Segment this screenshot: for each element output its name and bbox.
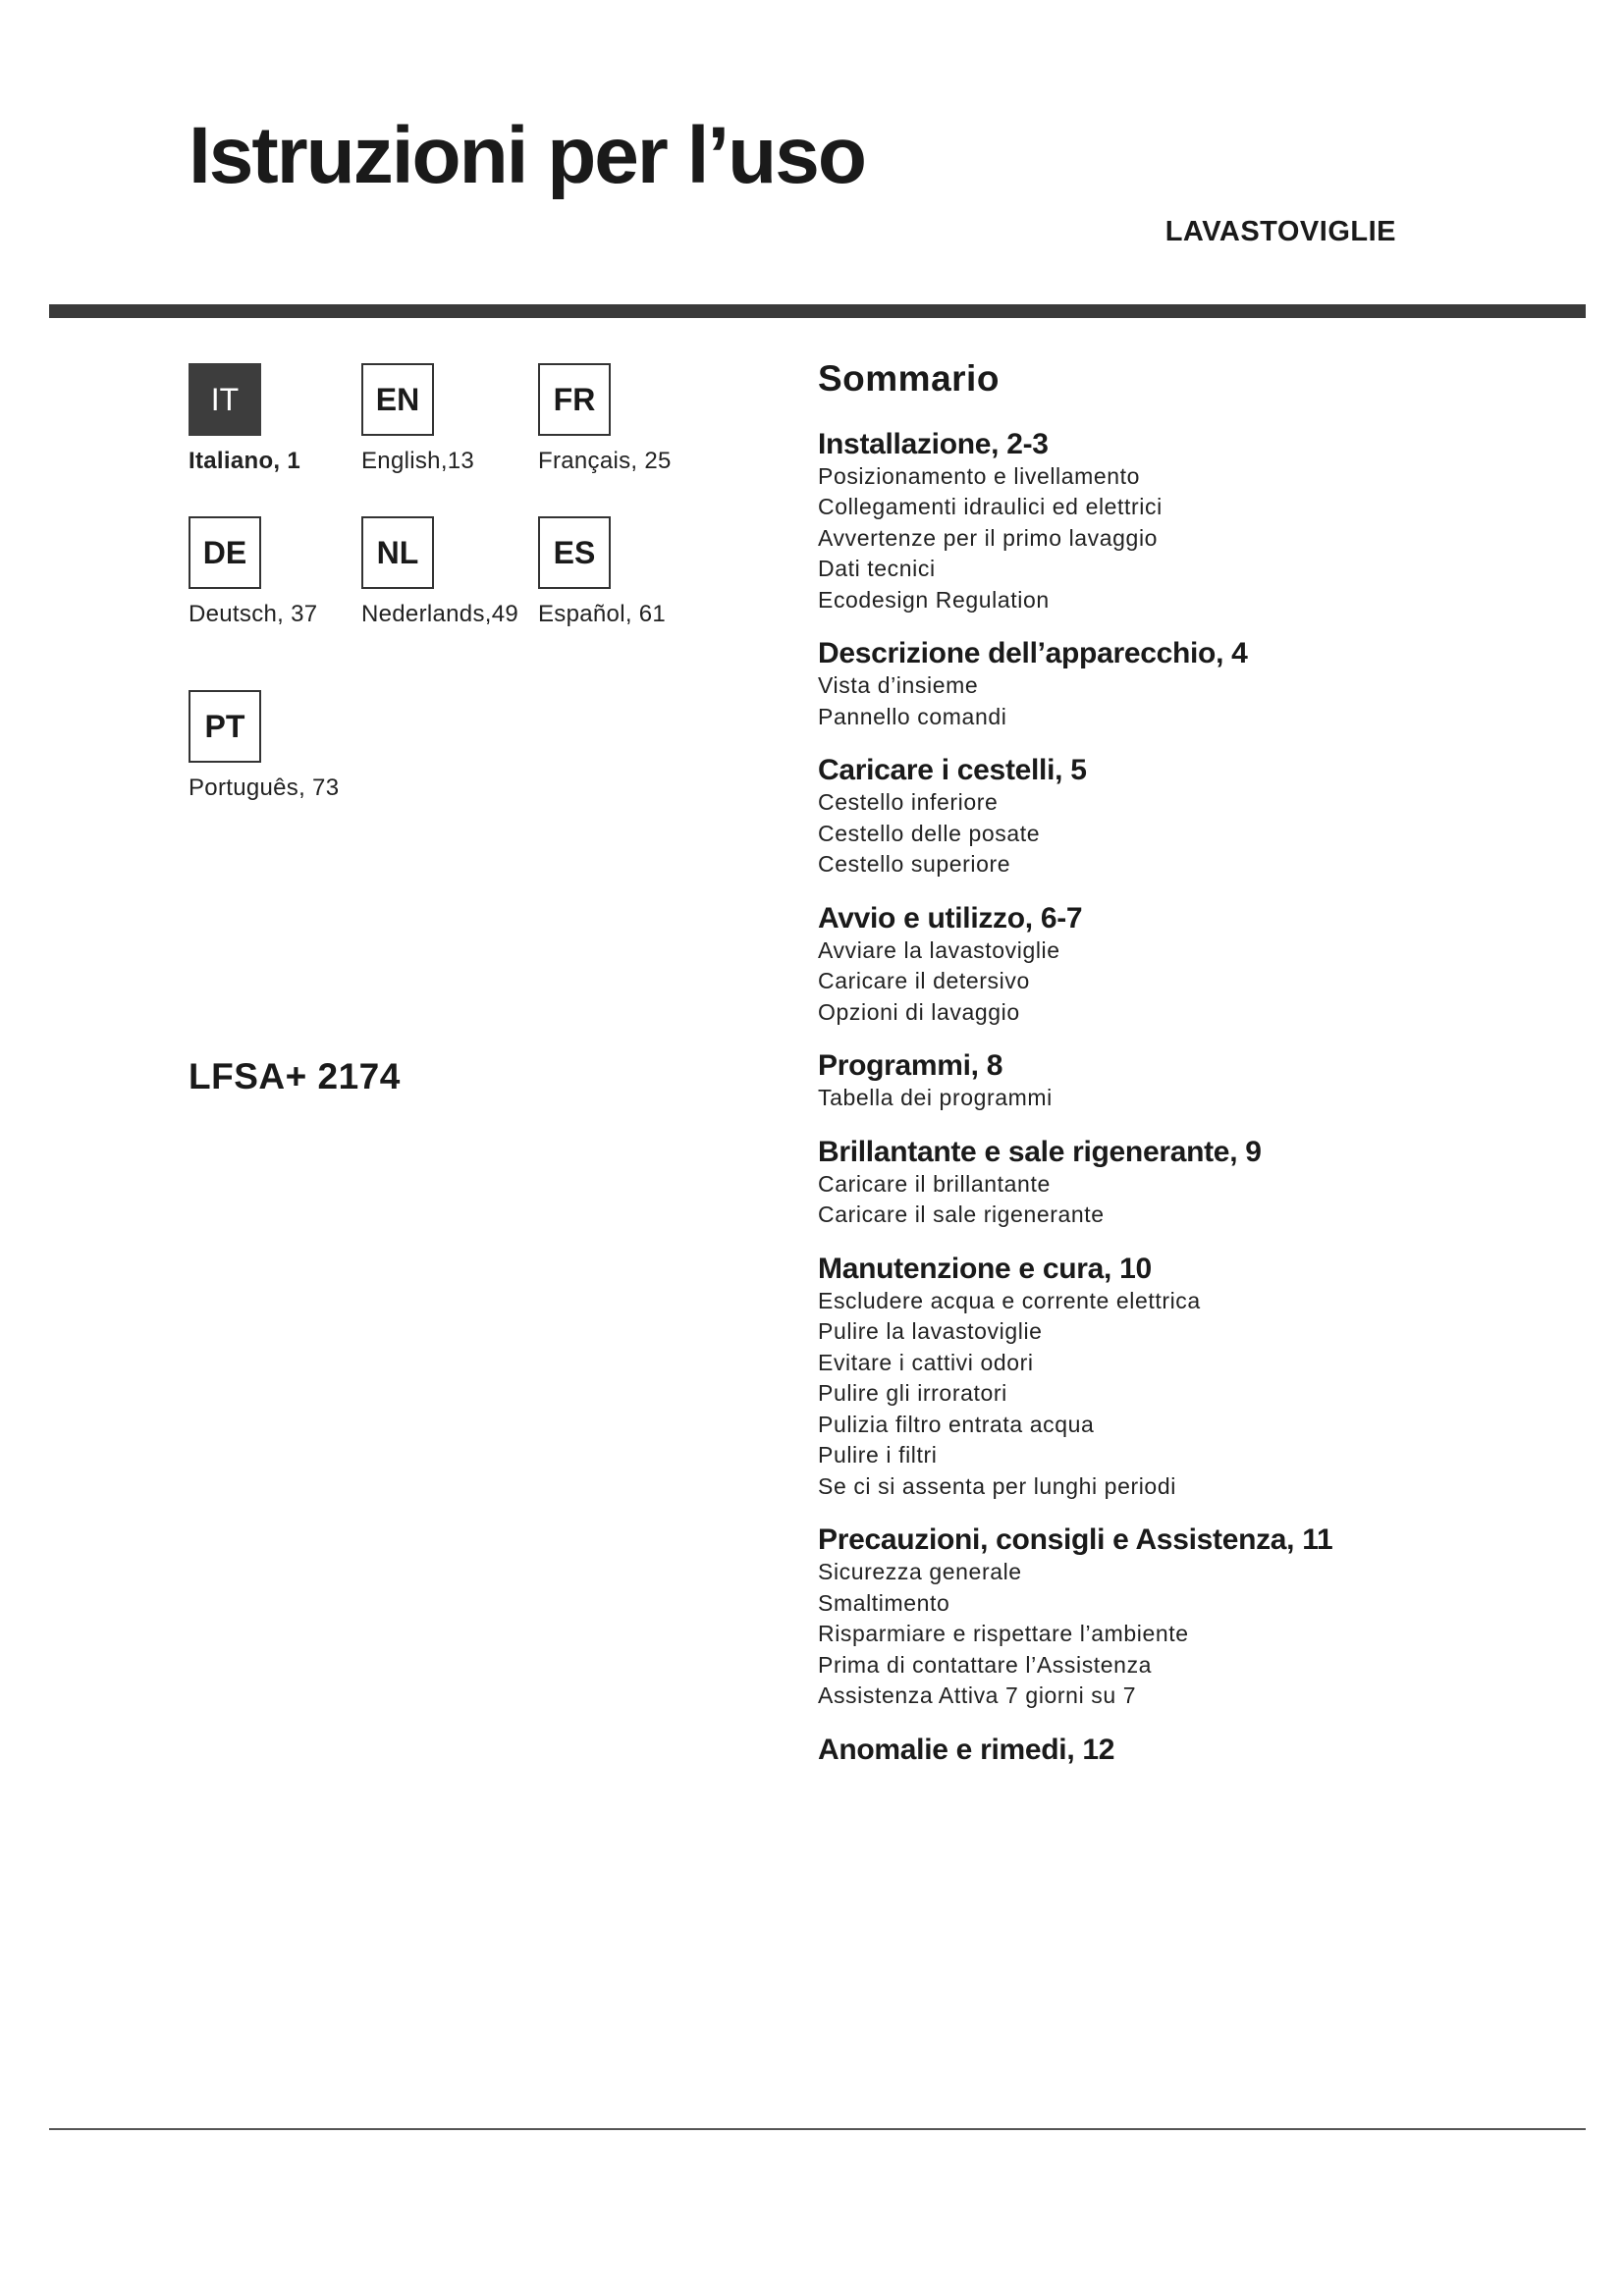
toc-section-item: Pulire i filtri <box>818 1442 938 1468</box>
toc-section-item: Caricare il sale rigenerante <box>818 1201 1105 1228</box>
language-label: Français, 25 <box>538 448 672 474</box>
toc-section-heading: Anomalie e rimedi, 12 <box>818 1733 1115 1766</box>
language-code-box: FR <box>538 363 611 436</box>
language-code-box: PT <box>189 690 261 763</box>
toc-section <box>818 1048 1564 1114</box>
language-label: Español, 61 <box>538 601 667 627</box>
page-title: Istruzioni per l’uso <box>189 111 865 200</box>
toc-section-heading: Descrizione dell’apparecchio, 4 <box>818 637 1248 670</box>
language-label: Português, 73 <box>189 774 340 801</box>
toc-section-item: Cestello inferiore <box>818 789 999 816</box>
language-option-de[interactable] <box>189 516 317 628</box>
toc-section-item: Cestello delle posate <box>818 820 1041 846</box>
language-label: Italiano, 1 <box>189 448 300 474</box>
toc-section-heading: Manutenzione e cura, 10 <box>818 1252 1152 1285</box>
toc-section-item: Opzioni di lavaggio <box>818 998 1020 1025</box>
footer-divider <box>49 2128 1586 2130</box>
toc-section-item: Prima di contattare l’Assistenza <box>818 1651 1153 1678</box>
language-option-pt[interactable] <box>189 690 339 802</box>
language-code-box: ES <box>538 516 611 589</box>
language-label: English,13 <box>361 448 475 474</box>
toc-title: Sommario <box>818 358 1000 399</box>
toc-section-item: Pulizia filtro entrata acqua <box>818 1411 1095 1437</box>
toc-section-item: Sicurezza generale <box>818 1559 1022 1585</box>
toc-section-item: Escludere acqua e corrente elettrica <box>818 1287 1201 1313</box>
language-option-en[interactable] <box>361 363 474 475</box>
toc-section-heading: Precauzioni, consigli e Assistenza, 11 <box>818 1523 1333 1557</box>
language-option-it[interactable] <box>189 363 300 475</box>
toc-section <box>818 901 1564 1029</box>
toc-section-item: Tabella dei programmi <box>818 1085 1053 1111</box>
toc-section-item: Se ci si assenta per lunghi periodi <box>818 1472 1176 1499</box>
toc-section-item: Posizionamento e livellamento <box>818 462 1141 489</box>
toc-section-item: Assistenza Attiva 7 giorni su 7 <box>818 1682 1137 1709</box>
language-label: Nederlands,49 <box>361 601 519 627</box>
toc-section-item: Cestello superiore <box>818 851 1011 878</box>
toc-section-item: Avvertenze per il primo lavaggio <box>818 524 1159 551</box>
toc-section <box>818 1522 1564 1712</box>
toc-section-item: Pannello comandi <box>818 703 1007 729</box>
toc-section-heading: Brillantante e sale rigenerante, 9 <box>818 1135 1262 1168</box>
toc-section-heading: Avvio e utilizzo, 6-7 <box>818 901 1083 934</box>
toc-section-item: Ecodesign Regulation <box>818 586 1050 613</box>
model-number: LFSA+ 2174 <box>189 1056 401 1096</box>
language-option-nl[interactable] <box>361 516 518 628</box>
toc-section <box>818 1135 1564 1231</box>
language-code-box: NL <box>361 516 434 589</box>
toc-section-item: Smaltimento <box>818 1589 950 1616</box>
language-code-box: IT <box>189 363 261 436</box>
language-label: Deutsch, 37 <box>189 601 318 627</box>
toc-section-item: Caricare il brillantante <box>818 1170 1051 1197</box>
toc-section-item: Pulire gli irroratori <box>818 1380 1007 1407</box>
toc-section <box>818 636 1564 732</box>
document-category: LAVASTOVIGLIE <box>1164 216 1396 247</box>
language-code-box: EN <box>361 363 434 436</box>
toc-section-item: Collegamenti idraulici ed elettrici <box>818 494 1163 520</box>
toc-section-heading: Caricare i cestelli, 5 <box>818 754 1087 787</box>
toc-section-heading: Installazione, 2-3 <box>818 427 1049 460</box>
toc-section-item: Risparmiare e rispettare l’ambiente <box>818 1621 1189 1647</box>
toc-section <box>818 1733 1564 1767</box>
toc-section-heading: Programmi, 8 <box>818 1049 1003 1083</box>
toc-section <box>818 753 1564 881</box>
toc-section-item: Avviare la lavastoviglie <box>818 936 1060 963</box>
toc-section-item: Pulire la lavastoviglie <box>818 1318 1043 1345</box>
language-option-es[interactable] <box>538 516 666 628</box>
language-option-fr[interactable] <box>538 363 672 475</box>
toc-section <box>818 1252 1564 1503</box>
toc-section-item: Dati tecnici <box>818 556 936 582</box>
header-divider-bar <box>49 304 1586 318</box>
toc-sections <box>818 427 1564 1767</box>
toc-section-item: Caricare il detersivo <box>818 968 1030 994</box>
toc-section <box>818 427 1564 616</box>
language-code-box: DE <box>189 516 261 589</box>
table-of-contents <box>818 359 1564 1788</box>
toc-section-item: Vista d’insieme <box>818 672 979 699</box>
toc-section-item: Evitare i cattivi odori <box>818 1349 1034 1375</box>
